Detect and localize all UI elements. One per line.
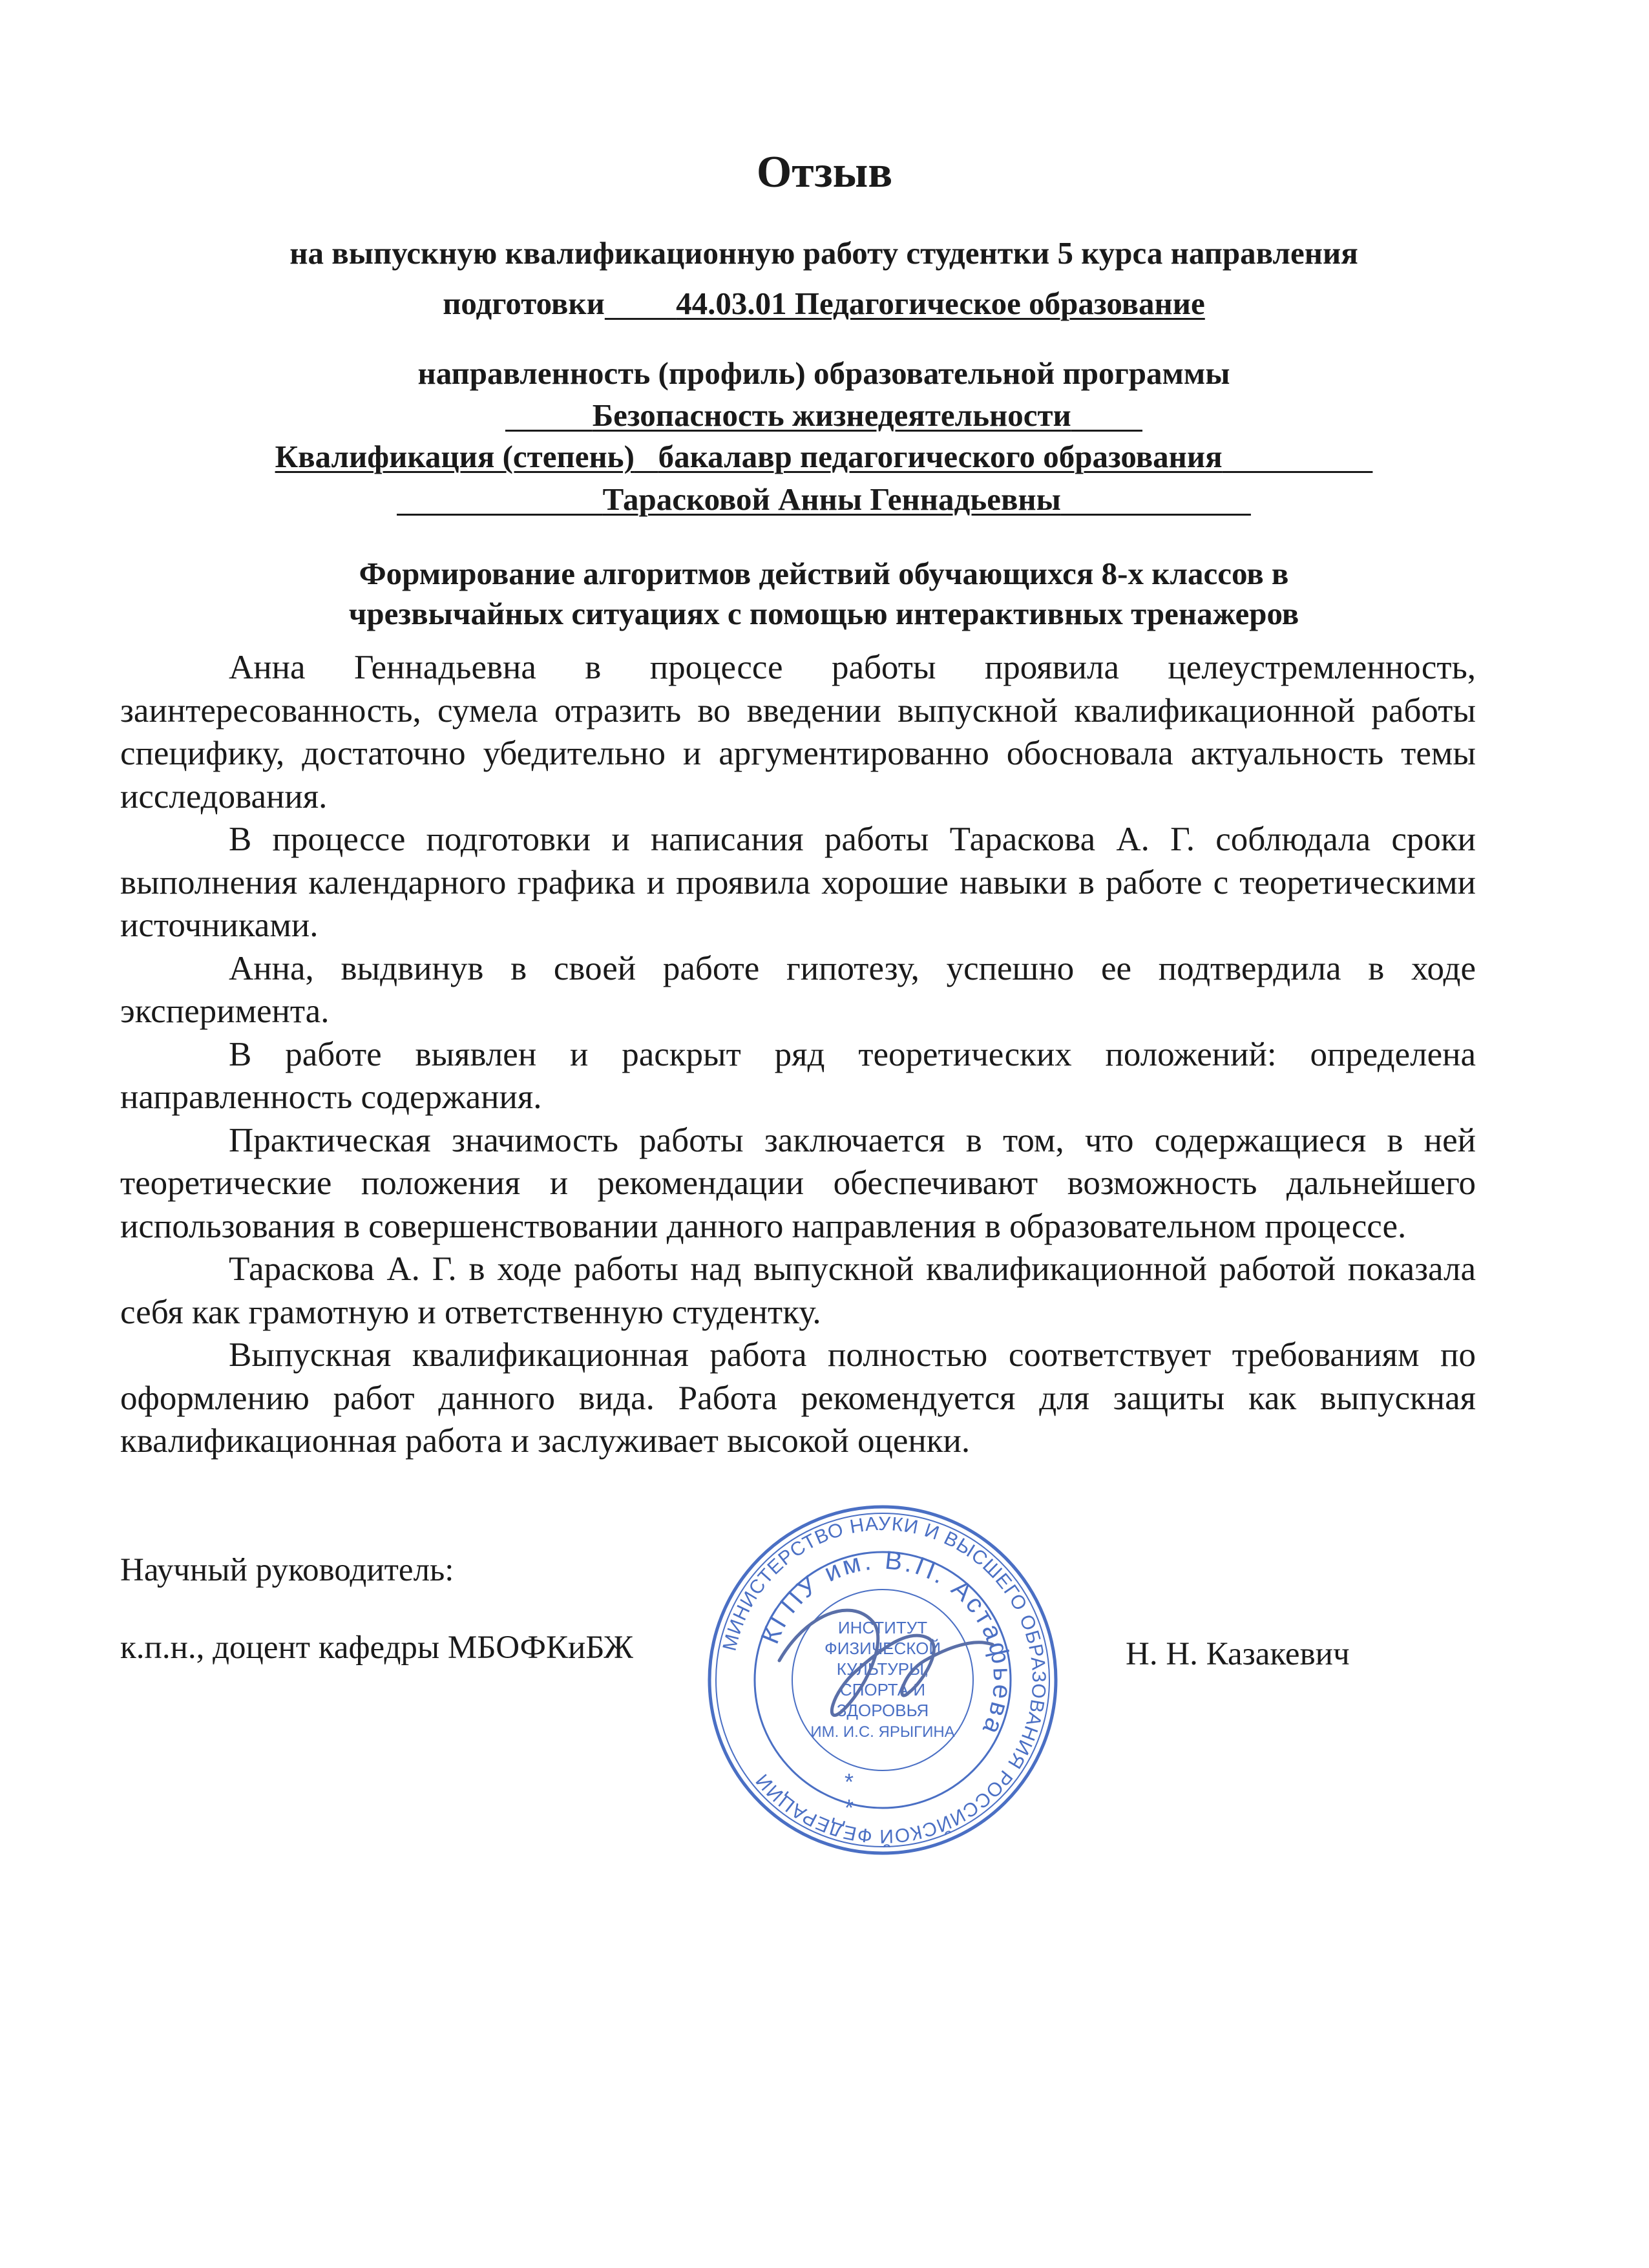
stamp-center-line: СПОРТА И — [839, 1680, 926, 1699]
paragraph: Анна, выдвинув в своей работе гипотезу, успешно ее подтвердила в ходе эксперимента. — [120, 949, 1476, 1030]
paragraph: Выпускная квалификационная работа полностью соответствует требованиям по оформлению работ данного вида. Работа рекомендуется для защиты как выпускная квалификационная работа и заслуживает высокой оценки. — [120, 1336, 1476, 1460]
direction-label: подготовки — [443, 286, 605, 321]
stamp-center-line: ФИЗИЧЕСКОЙ — [824, 1639, 941, 1658]
stamp-star-icons — [845, 1769, 854, 1821]
profile-line — [97, 396, 1551, 435]
student-name: Тарасковой Анны Геннадьевны — [602, 481, 1061, 517]
header-line-2 — [97, 284, 1551, 323]
student-line — [97, 480, 1551, 519]
qualification-value: Квалификация (степень) бакалавр педагогического образования — [275, 439, 1223, 474]
topic-line-2: чрезвычайных ситуациях с помощью интерактивных тренажеров — [348, 596, 1299, 631]
svg-text:*: * — [844, 1794, 854, 1821]
official-stamp — [702, 1499, 1064, 1861]
header-line-1: на выпускную квалификационную работу студентки 5 курса направления — [289, 235, 1358, 271]
paragraph: В работе выявлен и раскрыт ряд теоретических положений: определена направленность содержания. — [120, 1035, 1476, 1116]
supervisor-name: Н. Н. Казакевич — [1126, 1636, 1350, 1672]
document-title: Отзыв — [756, 147, 893, 197]
qualification-line — [97, 437, 1551, 476]
profile-value: Безопасность жизнедеятельности — [592, 397, 1071, 433]
stamp-outer-text: МИНИСТЕРСТВО НАУКИ И ВЫСШЕГО ОБРАЗОВАНИЯ РОССИЙСКОЙ ФЕДЕРАЦИИ — [719, 1513, 1050, 1847]
svg-text:*: * — [844, 1769, 854, 1795]
supervisor-label: Научный руководитель: — [120, 1552, 454, 1588]
header-line-3: направленность (профиль) образовательной программы — [417, 355, 1230, 391]
paragraph: В процессе подготовки и написания работы Тараскова А. Г. соблюдала сроки выполнения календарного графика и проявила хорошие навыки в работе с теоретическими источниками. — [120, 821, 1476, 944]
supervisor-position: к.п.н., доцент кафедры МБОФКиБЖ — [120, 1630, 633, 1666]
paragraph: Тараскова А. Г. в ходе работы над выпускной квалификационной работой показала себя как грамотную и ответственную студентку. — [120, 1250, 1476, 1331]
topic-line-1: Формирование алгоритмов действий обучающихся 8-х классов в — [359, 556, 1289, 591]
stamp-center-line: ИМ. И.С. ЯРЫГИНА — [810, 1723, 955, 1741]
stamp-center-line: ЗДОРОВЬЯ — [836, 1701, 929, 1720]
review-body — [120, 646, 1476, 1463]
direction-value: 44.03.01 Педагогическое образование — [676, 286, 1205, 321]
stamp-center-line: КУЛЬТУРЫ, — [836, 1659, 929, 1679]
stamp-center-line: ИНСТИТУТ — [837, 1618, 928, 1637]
paragraph: Практическая значимость работы заключается в том, что содержащиеся в ней теоретические положения и рекомендации обеспечивают возможность дальнейшего использования в совершенствовании данного направления в образовательном процессе. — [120, 1121, 1476, 1245]
paragraph: Анна Геннадьевна в процессе работы проявила целеустремленность, заинтересованность, сумела отразить во введении выпускной квалификационной работы специфику, достаточно убедительно и аргументированно обосновала актуальность темы исследования. — [120, 649, 1476, 815]
stamp-inner-text: КГПУ им. В.П. Астафьева — [755, 1546, 1017, 1741]
